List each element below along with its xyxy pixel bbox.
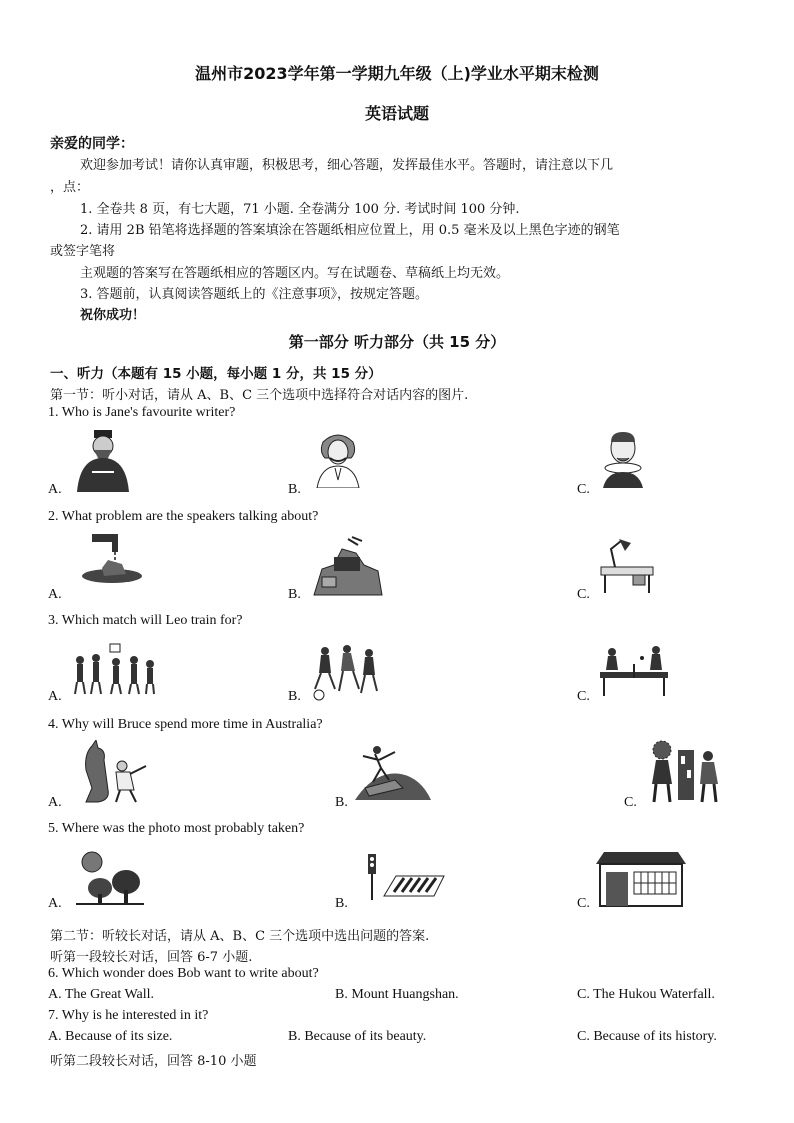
q4-option-a: A. <box>48 795 62 810</box>
q2-option-b: B. <box>288 587 301 602</box>
q2-option-c: C. <box>577 587 590 602</box>
q5-option-a: A. <box>48 896 62 911</box>
surfer-picture <box>355 744 431 800</box>
welcome-line-2: ，点： <box>50 180 90 195</box>
desk-lamp-picture <box>597 537 655 593</box>
note-2-line-3: 主观题的答案写在答题纸相应的答题区内。写在试题卷、草稿纸上均无效。 <box>80 266 510 281</box>
note-2-line-2: 或签字笔将 <box>50 244 116 259</box>
q4-option-b: B. <box>335 795 348 810</box>
q7-option-c: C. Because of its history. <box>577 1029 717 1044</box>
q6-option-c: C. The Hukou Waterfall. <box>577 987 715 1002</box>
confucius-picture <box>72 428 134 492</box>
greeting: 亲爱的同学： <box>50 136 134 152</box>
q7-option-b: B. Because of its beauty. <box>288 1029 427 1044</box>
question-3: 3. Which match will Leo train for? <box>48 613 243 628</box>
long-dialogue-2: 听第二段较长对话，回答 8-10 小题 <box>50 1054 257 1069</box>
question-1: 1. Who is Jane's favourite writer? <box>48 405 236 420</box>
q1-option-c: C. <box>577 482 590 497</box>
rubbish-pile-picture <box>312 535 384 597</box>
q2-option-a: A. <box>48 587 62 602</box>
note-1: 1. 全卷共 8 页，有七大题，71 小题. 全卷满分 100 分. 考试时间 100 分钟. <box>80 202 520 217</box>
park-trees-picture <box>76 850 144 906</box>
basketball-players-picture <box>72 642 158 696</box>
sub-section-2: 第二节：听较长对话，请从 A、B、C 三个选项中选出问题的答案. <box>50 929 430 944</box>
q1-option-a: A. <box>48 482 62 497</box>
aboriginal-culture-picture <box>646 740 722 804</box>
question-7: 7. Why is he interested in it? <box>48 1008 209 1023</box>
question-6: 6. Which wonder does Bob want to write about? <box>48 966 319 981</box>
q3-option-b: B. <box>288 689 301 704</box>
table-tennis-picture <box>598 644 670 696</box>
question-4: 4. Why will Bruce spend more time in Australia? <box>48 717 323 732</box>
long-dialogue-1: 听第一段较长对话，回答 6-7 小题. <box>50 950 253 965</box>
shop-picture <box>594 850 688 908</box>
q3-option-c: C. <box>577 689 590 704</box>
kangaroo-picture <box>78 740 148 804</box>
wish: 祝你成功！ <box>80 308 146 323</box>
note-3: 3. 答题前，认真阅读答题纸上的《注意事项》，按规定答题。 <box>80 287 429 302</box>
leaking-tap-picture <box>72 530 152 586</box>
q6-option-b: B. Mount Huangshan. <box>335 987 459 1002</box>
q4-option-c: C. <box>624 795 637 810</box>
q5-option-c: C. <box>577 896 590 911</box>
mark-twain-picture <box>313 428 363 488</box>
q7-option-a: A. Because of its size. <box>48 1029 173 1044</box>
part-heading: 第一部分 听力部分（共 15 分） <box>288 333 506 351</box>
exam-subtitle: 英语试题 <box>364 104 429 123</box>
note-2-line-1: 2. 请用 2B 铅笔将选择题的答案填涂在答题纸相应位置上，用 0.5 毫米及以上黑色字迹的钢笔 <box>80 223 620 238</box>
sub-section-1: 第一节：听小对话，请从 A、B、C 三个选项中选择符合对话内容的图片. <box>50 388 469 403</box>
question-5: 5. Where was the photo most probably taken? <box>48 821 305 836</box>
q5-option-b: B. <box>335 896 348 911</box>
crosswalk-picture <box>364 852 448 902</box>
q6-option-a: A. The Great Wall. <box>48 987 155 1002</box>
section-title: 一、听力（本题有 15 小题，每小题 1 分，共 15 分） <box>50 366 382 382</box>
question-2: 2. What problem are the speakers talking about? <box>48 509 319 524</box>
shakespeare-picture <box>597 428 649 488</box>
football-players-picture <box>311 643 381 701</box>
welcome-line-1: 欢迎参加考试！请你认真审题，积极思考，细心答题，发挥最佳水平。答题时，请注意以下几 <box>80 158 614 173</box>
q3-option-a: A. <box>48 689 62 704</box>
exam-title: 温州市2023学年第一学期九年级（上)学业水平期末检测 <box>195 64 599 83</box>
q1-option-b: B. <box>288 482 301 497</box>
